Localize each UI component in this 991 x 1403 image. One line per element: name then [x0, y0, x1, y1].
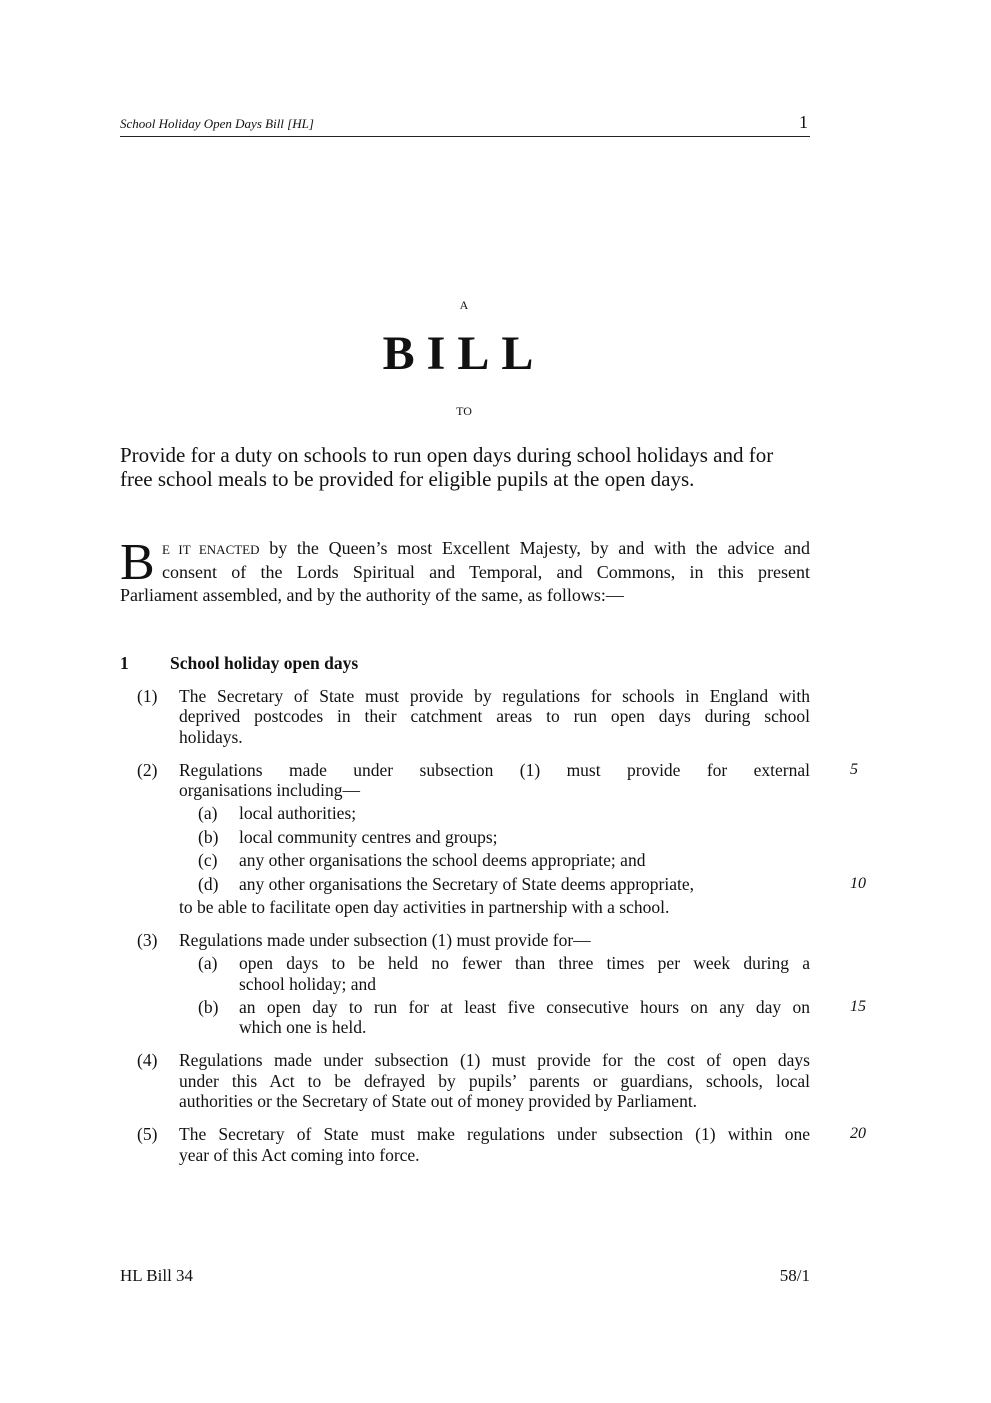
- long-title-line: Provide for a duty on schools to run open days during school holidays and for: [120, 443, 774, 467]
- subsection-number: (2): [137, 759, 158, 780]
- bill-a: A: [459, 298, 469, 312]
- text-line: The Secretary of State must provide by regulations for schools in England with: [179, 685, 810, 706]
- text-line: which one is held.: [239, 1017, 367, 1037]
- section-title: School holiday open days: [170, 653, 359, 673]
- text-line: The Secretary of State must make regulations under subsection (1) within one: [179, 1124, 810, 1144]
- subsection-number: (4): [137, 1050, 158, 1070]
- text-line: local community centres and groups;: [239, 826, 498, 847]
- section-number: 1: [120, 653, 129, 673]
- line-number: 5: [850, 760, 858, 778]
- enacting-line: consent of the Lords Spiritual and Temporal, and Commons, in this present: [162, 562, 810, 582]
- small-caps: E IT ENACTED: [162, 542, 260, 557]
- subsection-number: (1): [137, 685, 158, 706]
- section-1: [120, 653, 866, 1178]
- text-line: to be able to facilitate open day activities in partnership with a school.: [179, 897, 670, 917]
- paragraph-number: (a): [198, 803, 218, 823]
- page-number: 1: [799, 112, 808, 132]
- bill-number: HL Bill 34: [120, 1266, 194, 1285]
- text-line: open days to be held no fewer than three times per week during a: [239, 953, 810, 973]
- enacting-line: [120, 537, 810, 561]
- text-line: local authorities;: [239, 803, 357, 823]
- running-header: [120, 112, 810, 137]
- text-line: year of this Act coming into force.: [179, 1144, 420, 1165]
- text-line: school holiday; and: [239, 973, 377, 994]
- print-reference: 58/1: [779, 1266, 810, 1285]
- line-number: 15: [850, 997, 866, 1015]
- subsection-number: (5): [137, 1124, 158, 1144]
- paragraph-b: [179, 996, 866, 1038]
- line-number: 20: [850, 1125, 866, 1142]
- text-line: any other organisations the school deems appropriate; and: [239, 850, 646, 870]
- text-line: deprived postcodes in their catchment areas to run open days during school: [179, 706, 810, 726]
- text-line: organisations including—: [179, 780, 360, 800]
- subsection-3: [120, 930, 866, 1038]
- header-title: School Holiday Open Days Bill [HL]: [120, 116, 314, 131]
- paragraph-number: (b): [198, 826, 219, 847]
- footer: [120, 1266, 810, 1286]
- bill-to: TO: [456, 404, 472, 418]
- paragraph-a: [179, 803, 810, 824]
- text-line: Regulations made under subsection (1) must provide for external: [179, 759, 810, 780]
- text-line: Regulations made under subsection (1) must provide for—: [179, 930, 591, 950]
- section-heading: [120, 653, 810, 674]
- paragraph-number: (c): [198, 850, 218, 870]
- paragraph-number: (b): [198, 996, 219, 1017]
- enacting-text: by the Queen’s most Excellent Majesty, by and with the advice and: [259, 538, 810, 558]
- subsection-4: [120, 1050, 810, 1112]
- text-line: under this Act to be defrayed by pupils’ parents or guardians, schools, local: [179, 1070, 810, 1091]
- text-line: holidays.: [179, 726, 243, 747]
- text-line: authorities or the Secretary of State out of money provided by Parliament.: [179, 1091, 698, 1111]
- enacting-line: Parliament assembled, and by the authority of the same, as follows:—: [120, 585, 624, 605]
- paragraph-a: [179, 953, 810, 994]
- paragraph-b: [179, 827, 810, 848]
- text-line: any other organisations the Secretary of State deems appropriate,: [239, 873, 695, 894]
- paragraph-c: [179, 850, 810, 871]
- subsection-1: [120, 686, 810, 748]
- bill-heading: BILL: [382, 327, 546, 380]
- subsection-5: [120, 1124, 866, 1165]
- subsection-number: (3): [137, 930, 158, 950]
- long-title: [120, 443, 810, 491]
- paragraph-number: (a): [198, 953, 218, 973]
- line-number: 10: [850, 874, 866, 892]
- text-line-wrap: [179, 759, 858, 781]
- text-line: an open day to run for at least five consecutive hours on any day on: [239, 996, 810, 1017]
- drop-cap: B: [120, 534, 155, 591]
- paragraph-number: (d): [198, 873, 219, 894]
- long-title-line: free school meals to be provided for eligible pupils at the open days.: [120, 467, 695, 491]
- subsection-2: [120, 759, 866, 918]
- paragraph-d: [179, 873, 866, 895]
- enacting-formula: [120, 534, 810, 607]
- text-line: Regulations made under subsection (1) must provide for the cost of open days: [179, 1050, 810, 1070]
